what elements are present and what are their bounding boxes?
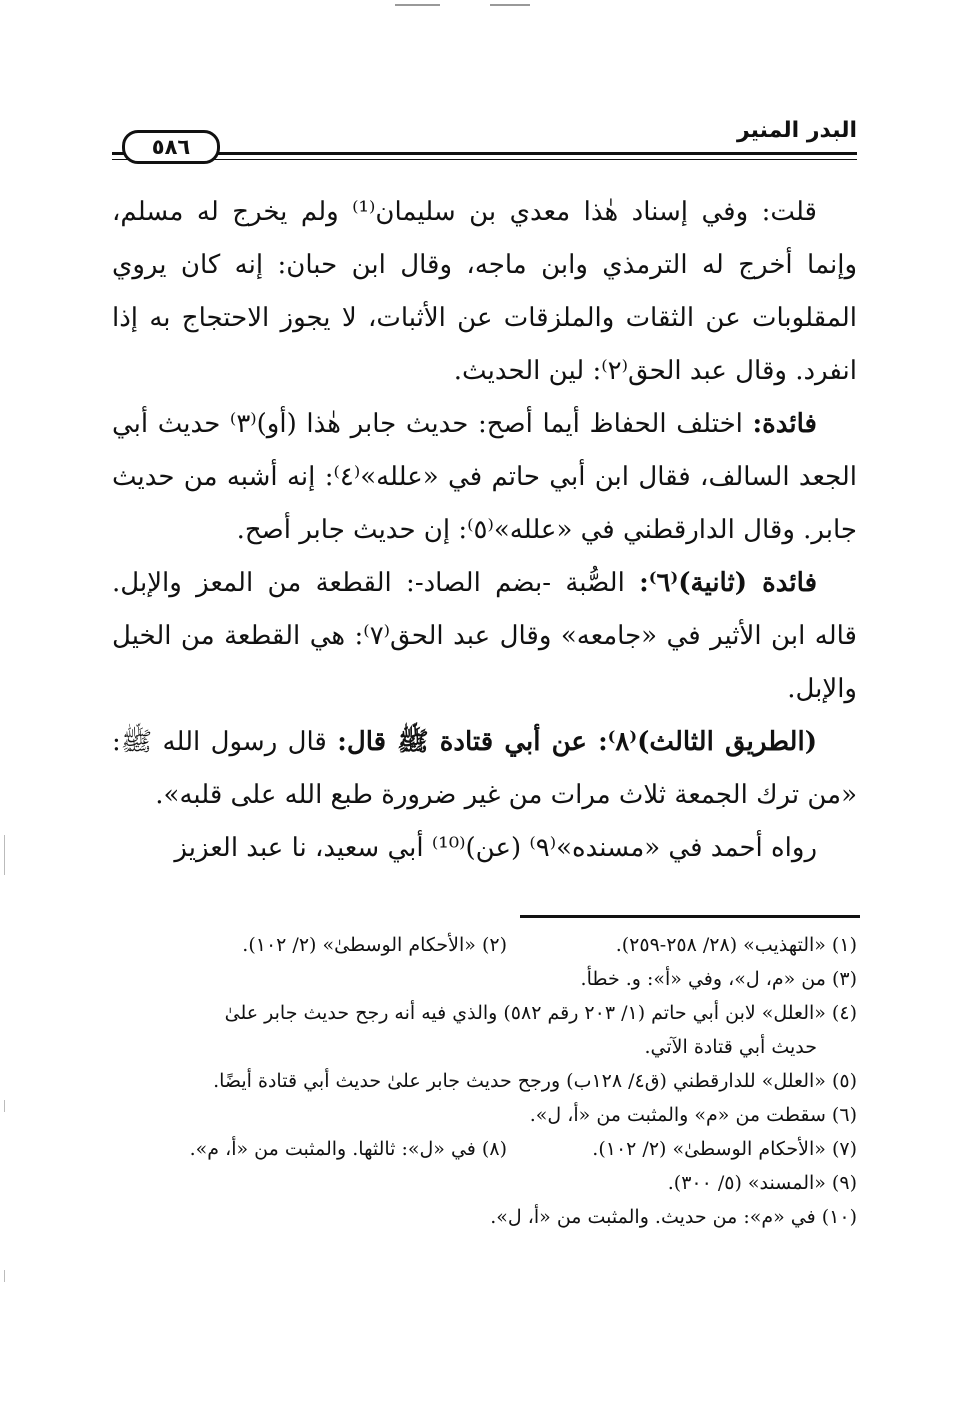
footnote-8: (٨) في «ل»: ثالثها. والمثبت من «أ، م». [189, 1138, 507, 1160]
main-text [112, 186, 857, 875]
footnote-9: (٩) «المسند» (٥/ ٣٠٠). [667, 1172, 857, 1194]
page-number: ٥٨٦ [122, 130, 220, 164]
footnote-4: (٤) «العلل» لابن أبي حاتم (١/ ٢٠٣ رقم ٥٨٢) والذي فيه أنه رجح حديث جابر علىٰ [224, 1002, 857, 1024]
paragraph-3-text: الصُّبة -بضم الصاد-: القطعة من المعز والإبل. قاله ابن الأثير في «جامعه» وقال عبد الحق⁽٧⁾: هي القطعة من الخيل والإبل. [112, 568, 857, 704]
footnote-3: (٣) من «م، ل»، وفي «أ»: و. خطأ. [580, 968, 857, 990]
footnote-row-1-2 [112, 928, 857, 962]
left-edge-mark-3 [4, 1270, 5, 1282]
footnote-row-7-8 [112, 1132, 857, 1166]
footnote-2: (٢) «الأحكام الوسطىٰ» (٢/ ١٠٢). [242, 934, 507, 956]
running-title: البدر المنير [736, 118, 857, 143]
page-header [112, 118, 857, 178]
paragraph-2-lead: فائدة: [752, 409, 817, 439]
footnote-7: (٧) «الأحكام الوسطىٰ» (٢/ ١٠٢). [592, 1138, 857, 1160]
header-rule-thick [112, 152, 857, 155]
header-rule-thin [112, 159, 857, 160]
paragraph-1: قلت: وفي إسناد هٰذا معدي بن سليمان⁽¹⁾ ولم يخرج له مسلم، وإنما أخرج له الترمذي وابن ماجه، وقال ابن حبان: إنه كان يروي المقلوبات عن الثقات والملزقات عن الأثبات، لا يجوز الاحتجاج به إذا انفرد. وقال عبد الحق⁽٢⁾: لين الحديث. [112, 197, 857, 386]
footnote-4-continued: حديث أبي قتادة الآتي. [644, 1036, 817, 1058]
footnote-1: (١) «التهذيب» (٢٨/ ٢٥٨-٢٥٩). [615, 934, 857, 956]
paragraph-3-lead: فائدة (ثانية)⁽٦⁾: [639, 568, 817, 598]
paragraph-3 [112, 557, 857, 716]
paragraph-2-text: اختلف الحفاظ أيما أصح: حديث جابر هٰذا (أو)⁽٣⁾ حديث أبي الجعد السالف، فقال ابن أبي حاتم في «علله»⁽٤⁾: إنه أشبه من حديث جابر. وقال الدارقطني في «علله»⁽٥⁾: إن حديث جابر أصح. [112, 409, 857, 545]
footnotes [112, 928, 857, 1234]
left-edge-mark-1 [4, 835, 5, 875]
paragraph-4-text: قال رسول الله ﷺ: «من ترك الجمعة ثلاث مرات من غير ضرورة طبع الله على قلبه». [112, 727, 857, 810]
footnote-divider [520, 915, 860, 918]
footnote-5: (٥) «العلل» للدارقطني (ق٤/ ١٢٨ب) ورجح حديث جابر علىٰ حديث أبي قتادة أيضًا. [213, 1070, 857, 1092]
paragraph-5: رواه أحمد في «مسنده»⁽٩⁾ (عن)⁽¹⁰⁾ أبي سعيد، نا عبد العزيز [174, 833, 817, 863]
top-scan-marks [395, 4, 545, 8]
paragraph-4 [112, 716, 857, 822]
left-edge-mark-2 [4, 1100, 5, 1112]
paragraph-2 [112, 398, 857, 557]
paragraph-4-lead: (الطريق الثالث)⁽٨⁾: عن أبي قتادة ﷺ قال: [337, 727, 817, 757]
footnote-10: (١٠) في «م»: من حديث. والمثبت من «أ، ل». [490, 1206, 857, 1228]
footnote-6: (٦) سقطت من «م» والمثبت من «أ، ل». [529, 1104, 857, 1126]
